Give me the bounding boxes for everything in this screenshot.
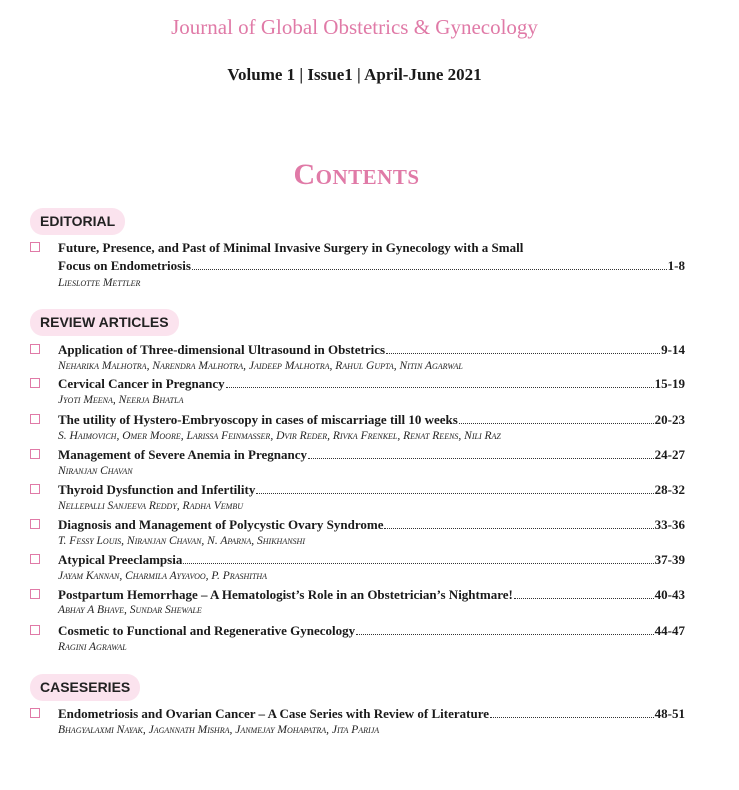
toc-entry[interactable] [30, 623, 685, 657]
checkbox-icon [30, 708, 40, 718]
toc-entry[interactable] [30, 706, 685, 740]
dot-leader [384, 518, 653, 529]
entry-authors: Nellepalli Sanjeeva Reddy, Radha Vembu [58, 500, 244, 512]
entry-authors: Ragini Agrawal [58, 641, 127, 653]
checkbox-icon [30, 484, 40, 494]
dot-leader [356, 624, 654, 635]
entry-pages: 33-36 [654, 517, 685, 532]
volume-line: Volume 1 | Issue1 | April-June 2021 [227, 65, 482, 84]
entry-authors: Jayam Kannan, Charmila Ayyavoo, P. Prashitha [58, 570, 268, 582]
toc-entry[interactable] [30, 517, 685, 551]
journal-title: Journal of Global Obstetrics & Gynecology [171, 15, 538, 39]
entry-authors: Niranjan Chavan [58, 465, 133, 477]
dot-leader [226, 377, 654, 388]
entry-authors: Bhagyalaxmi Nayak, Jagannath Mishra, Janmejay Mohapatra, Jita Parija [58, 724, 380, 736]
toc-entry[interactable] [30, 447, 685, 481]
dot-leader [183, 553, 653, 564]
entry-pages: 40-43 [654, 587, 685, 602]
checkbox-icon [30, 589, 40, 599]
entry-title[interactable]: Cosmetic to Functional and Regenerative Gynecology [58, 623, 356, 638]
entry-title[interactable]: Application of Three-dimensional Ultrasound in Obstetrics [58, 342, 386, 357]
entry-title[interactable]: Management of Severe Anemia in Pregnancy [58, 447, 308, 462]
entry-title[interactable]: The utility of Hystero-Embryoscopy in cases of miscarriage till 10 weeks [58, 412, 458, 427]
entry-authors: Lieslotte Mettler [58, 277, 141, 289]
toc-entry[interactable] [30, 482, 685, 516]
contents-heading: Contents [293, 158, 420, 191]
toc-entry[interactable] [30, 342, 685, 376]
entry-pages: 9-14 [661, 342, 685, 357]
entry-authors: Jyoti Meena, Neerja Bhatla [58, 394, 184, 406]
entry-pages: 37-39 [654, 552, 685, 567]
dot-leader [192, 259, 667, 270]
checkbox-icon [30, 414, 40, 424]
checkbox-icon [30, 625, 40, 635]
dot-leader [490, 707, 654, 718]
entry-title[interactable]: Cervical Cancer in Pregnancy [58, 376, 225, 391]
entry-pages: 44-47 [654, 623, 685, 638]
entry-authors: Neharika Malhotra, Narendra Malhotra, Jaideep Malhotra, Rahul Gupta, Nitin Agarwal [58, 360, 463, 372]
entry-title[interactable]: Future, Presence, and Past of Minimal Invasive Surgery in Gynecology with a Small [58, 240, 524, 255]
section-badge-review-articles: REVIEW ARTICLES [30, 309, 179, 336]
entry-pages: 48-51 [654, 706, 685, 721]
section-badge-caseseries: CASESERIES [30, 674, 140, 701]
dot-leader [386, 343, 660, 354]
entry-authors: T. Fessy Louis, Niranjan Chavan, N. Aparna, Shikhanshi [58, 535, 305, 547]
entry-pages: 1-8 [667, 258, 685, 273]
entry-authors: S. Haimovich, Omer Moore, Larissa Feinmasser, Dvir Reder, Rivka Frenkel, Renat Reens, Nili Raz [58, 430, 501, 442]
entry-authors: Abhay A Bhave, Sundar Shewale [58, 604, 202, 616]
entry-pages: 24-27 [654, 447, 685, 462]
entry-title[interactable]: Endometriosis and Ovarian Cancer – A Case Series with Review of Literature [58, 706, 490, 721]
entry-title[interactable]: Diagnosis and Management of Polycystic Ovary Syndrome [58, 517, 384, 532]
dot-leader [514, 588, 654, 599]
dot-leader [308, 448, 654, 459]
toc-entry[interactable] [30, 552, 685, 586]
checkbox-icon [30, 344, 40, 354]
dot-leader [459, 413, 654, 424]
section-badge-editorial: EDITORIAL [30, 208, 125, 235]
checkbox-icon [30, 378, 40, 388]
dot-leader [256, 483, 653, 494]
checkbox-icon [30, 554, 40, 564]
toc-entry[interactable] [30, 376, 685, 410]
entry-pages: 15-19 [654, 376, 685, 391]
checkbox-icon [30, 449, 40, 459]
entry-pages: 28-32 [654, 482, 685, 497]
entry-title[interactable]: Focus on Endometriosis [58, 258, 191, 273]
entry-title[interactable]: Postpartum Hemorrhage – A Hematologist’s Role in an Obstetrician’s Nightmare! [58, 587, 513, 602]
checkbox-icon [30, 242, 40, 252]
toc-entry[interactable] [30, 240, 685, 290]
entry-pages: 20-23 [654, 412, 685, 427]
toc-entry[interactable] [30, 412, 685, 446]
toc-entry[interactable] [30, 587, 685, 621]
entry-title[interactable]: Atypical Preeclampsia [58, 552, 183, 567]
entry-title[interactable]: Thyroid Dysfunction and Infertility [58, 482, 256, 497]
checkbox-icon [30, 519, 40, 529]
